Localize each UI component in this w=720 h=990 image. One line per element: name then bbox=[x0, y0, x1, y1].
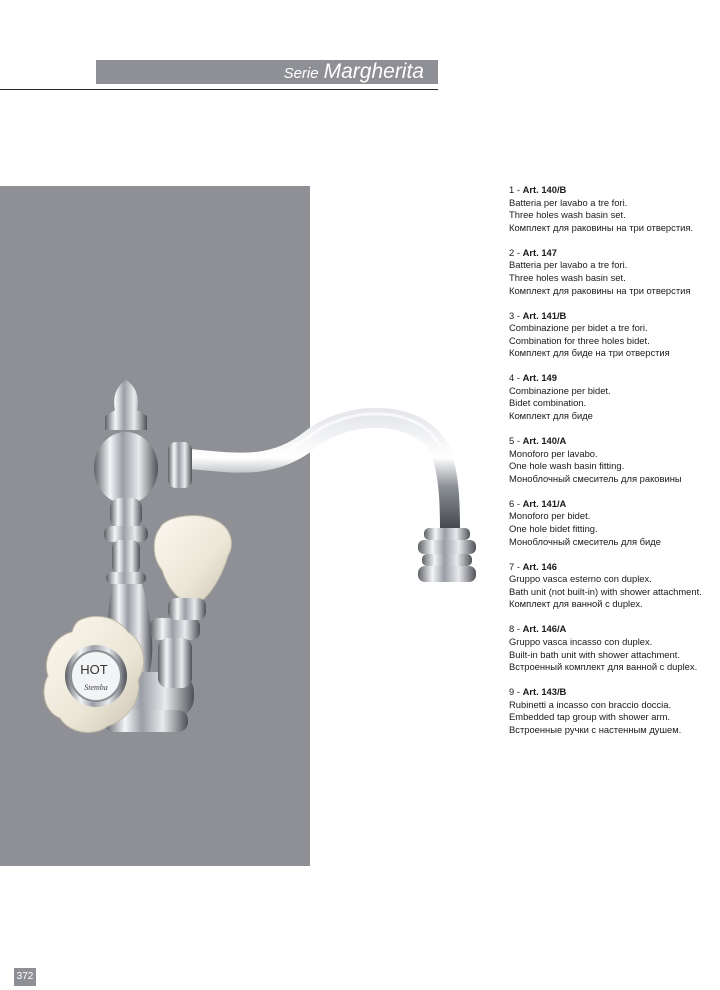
product-item bbox=[509, 310, 714, 360]
product-number: 3 bbox=[509, 309, 515, 321]
product-heading: 4 - Art. 149 bbox=[509, 372, 557, 384]
desc-italian: Batteria per lavabo a tre fori. bbox=[509, 196, 628, 208]
product-art-code: Art. 149 bbox=[522, 372, 557, 384]
product-art-code: Art. 146/A bbox=[522, 623, 567, 635]
desc-english: Embedded tap group with shower arm. bbox=[509, 711, 671, 723]
series-prefix: Serie bbox=[283, 65, 319, 82]
desc-english: One hole bidet fitting. bbox=[509, 523, 598, 535]
product-art-code: Art. 146 bbox=[522, 560, 557, 572]
product-list bbox=[509, 184, 714, 749]
series-name: Margherita bbox=[323, 60, 424, 83]
product-item bbox=[509, 372, 714, 422]
aerator bbox=[418, 528, 476, 582]
product-number: 6 bbox=[509, 497, 515, 509]
product-item bbox=[509, 498, 714, 548]
faucet-illustration bbox=[40, 380, 480, 750]
product-number: 7 bbox=[509, 560, 515, 572]
product-heading: 5 - Art. 140/A bbox=[509, 435, 567, 447]
product-number: 2 bbox=[509, 246, 515, 258]
desc-russian: Комплект для ванной с duplex. bbox=[509, 598, 643, 610]
product-number: 4 bbox=[509, 372, 515, 384]
desc-english: One hole wash basin fitting. bbox=[509, 460, 625, 472]
product-art-code: Art. 147 bbox=[522, 246, 557, 258]
product-item bbox=[509, 561, 714, 611]
product-art-code: Art. 141/A bbox=[522, 497, 567, 509]
page-number: 372 bbox=[14, 968, 36, 986]
series-title-bar bbox=[96, 60, 438, 84]
header-rule bbox=[0, 89, 438, 90]
desc-english: Bidet combination. bbox=[509, 397, 587, 409]
desc-russian: Комплект для биде bbox=[509, 410, 593, 422]
product-number: 8 bbox=[509, 623, 515, 635]
desc-italian: Monoforo per bidet. bbox=[509, 510, 591, 522]
desc-english: Bath unit (not built-in) with shower attachment. bbox=[509, 585, 702, 597]
product-heading: 1 - Art. 140/B bbox=[509, 184, 567, 195]
product-heading: 6 - Art. 141/A bbox=[509, 497, 567, 509]
desc-russian: Комплект для раковины на три отверстия bbox=[509, 284, 691, 296]
product-art-code: Art. 140/B bbox=[522, 184, 567, 195]
product-heading: 8 - Art. 146/A bbox=[509, 623, 567, 635]
desc-russian: Встроенные ручки с настенным душем. bbox=[509, 723, 682, 735]
product-heading: 7 - Art. 146 bbox=[509, 560, 557, 572]
desc-russian: Моноблочный смеситель для биде bbox=[509, 535, 661, 547]
desc-italian: Rubinetti a incasso con braccio doccia. bbox=[509, 698, 672, 710]
product-number: 9 bbox=[509, 686, 515, 698]
desc-english: Three holes wash basin set. bbox=[509, 209, 626, 221]
desc-russian: Встроенный комплект для ванной с duplex. bbox=[509, 661, 698, 673]
finial bbox=[105, 380, 147, 430]
product-heading: 2 - Art. 147 bbox=[509, 246, 557, 258]
product-item bbox=[509, 184, 714, 234]
product-item bbox=[509, 686, 714, 736]
desc-italian: Combinazione per bidet a tre fori. bbox=[509, 322, 648, 334]
product-item bbox=[509, 623, 714, 673]
desc-italian: Gruppo vasca incasso con duplex. bbox=[509, 635, 653, 647]
product-art-code: Art. 143/B bbox=[522, 686, 567, 698]
desc-italian: Monoforo per lavabo. bbox=[509, 447, 598, 459]
desc-english: Combination for three holes bidet. bbox=[509, 334, 650, 346]
product-number: 5 bbox=[509, 435, 515, 447]
desc-english: Built-in bath unit with shower attachment. bbox=[509, 648, 680, 660]
series-title bbox=[284, 60, 424, 84]
desc-english: Three holes wash basin set. bbox=[509, 271, 626, 283]
product-item bbox=[509, 247, 714, 297]
desc-russian: Комплект для раковины на три отверстия. bbox=[509, 221, 694, 233]
hot-label: HOT bbox=[80, 662, 108, 677]
desc-italian: Batteria per lavabo a tre fori. bbox=[509, 259, 628, 271]
desc-italian: Gruppo vasca esterno con duplex. bbox=[509, 573, 652, 585]
product-item bbox=[509, 435, 714, 485]
cold-handle bbox=[154, 516, 231, 606]
brand-label: Stemba bbox=[84, 683, 108, 692]
desc-russian: Комплект для биде на три отверстия bbox=[509, 347, 670, 359]
spout-arm bbox=[178, 418, 450, 532]
product-heading: 3 - Art. 141/B bbox=[509, 309, 567, 321]
desc-russian: Моноблочный смеситель для раковины bbox=[509, 472, 682, 484]
product-art-code: Art. 141/B bbox=[522, 309, 567, 321]
product-art-code: Art. 140/A bbox=[522, 435, 567, 447]
desc-italian: Combinazione per bidet. bbox=[509, 384, 611, 396]
product-heading: 9 - Art. 143/B bbox=[509, 686, 567, 698]
product-number: 1 bbox=[509, 184, 515, 195]
